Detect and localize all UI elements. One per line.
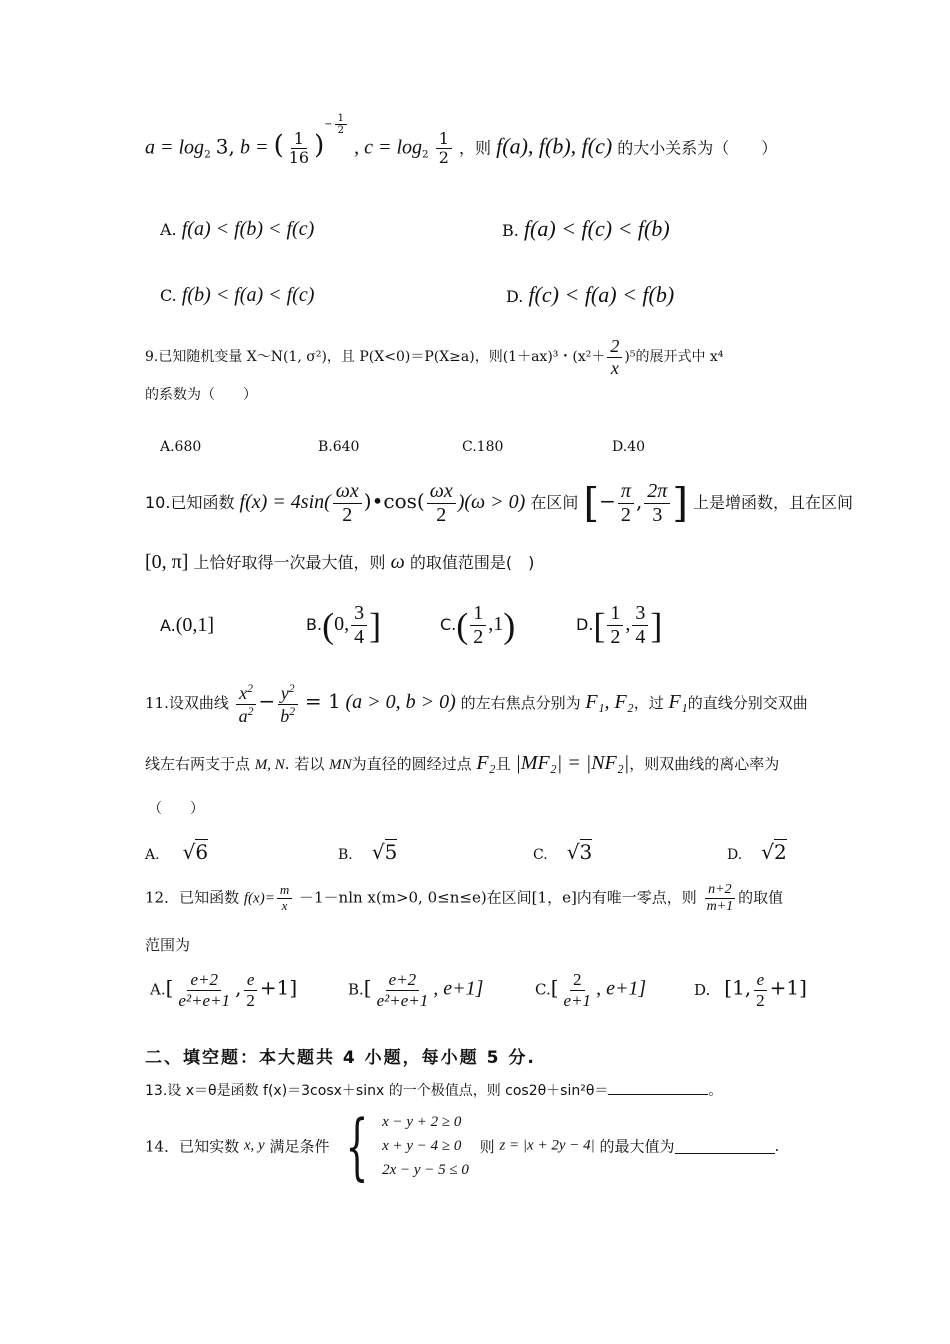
q11-frac-y: $\frac{y^2}{b^2}$ bbox=[277, 682, 298, 726]
option-radicand: 5 bbox=[384, 840, 398, 864]
q14-text1: 满足条件 bbox=[269, 1137, 330, 1156]
q11-foci: F₁, F₂ bbox=[585, 691, 634, 714]
option-tail: +1] bbox=[769, 975, 807, 1000]
option-radicand: 3 bbox=[579, 840, 593, 864]
q10-option-b[interactable]: B.(0, $\frac{3}{4}$ ] bbox=[306, 602, 382, 648]
q8-option-c[interactable] bbox=[160, 284, 314, 307]
q8-c-frac: $\frac{1}{2}$ bbox=[436, 130, 452, 168]
q11-line2d: 且 bbox=[495, 755, 511, 773]
option-frac2: $\frac{e}{2}$ bbox=[243, 970, 258, 1010]
q14-expr: z = |x + 2y − 4| bbox=[499, 1137, 595, 1154]
q8-b-frac: $\frac{1}{16}$ bbox=[288, 129, 310, 168]
q12-stem-line2: 范围为 bbox=[145, 936, 191, 954]
q10-text-after: 上是增函数，且在区间 bbox=[693, 493, 854, 512]
option-radicand: 2 bbox=[774, 840, 787, 864]
q12-frac-mx: $\frac{m}{x}$ bbox=[277, 883, 292, 914]
option-expr: (0,1] bbox=[175, 614, 215, 636]
q10-line2-end: 的取值范围是( ) bbox=[409, 553, 535, 572]
q13-answer-blank[interactable] bbox=[608, 1080, 708, 1095]
q11-line2e: ，则双曲线的离心率为 bbox=[629, 755, 780, 773]
q11-stem-line3: （ ） bbox=[148, 801, 204, 817]
option-label: A. bbox=[145, 847, 160, 863]
q11-text2: ，过 bbox=[633, 694, 664, 713]
q8-fvals: f(a), f(b), f(c) bbox=[496, 133, 613, 159]
q9-option-c[interactable]: C.180 bbox=[462, 439, 504, 455]
q14-answer-blank[interactable] bbox=[675, 1138, 775, 1154]
option-label: D. bbox=[727, 847, 743, 863]
q14-constraint-system: { x − y + 2 ≥ 0 x + y − 4 ≥ 0 2x − y − 5 ≤ 0 bbox=[345, 1104, 469, 1188]
q14-constraint-3: 2x − y − 5 ≤ 0 bbox=[382, 1162, 469, 1178]
q8-stem: $a = \log_2 3$, b = ( $\frac{1}{16}$ )$^{- \frac{1}{2}}$ , $c = \log_2$ $\frac{1}{2}$ ，则 f(a), f(b), f(c) 的大小关系为（ ） bbox=[145, 112, 778, 168]
q14-vars: x, y bbox=[243, 1137, 265, 1154]
q14-text2: 则 bbox=[479, 1137, 495, 1156]
option-label: D. bbox=[506, 287, 524, 306]
option-frac: $\frac{1}{2}$ bbox=[470, 602, 486, 649]
option-label: D. bbox=[694, 980, 711, 999]
q10-omega: ω bbox=[390, 551, 405, 573]
option-label: B. bbox=[502, 221, 519, 240]
q8-question: 的大小关系为（ ） bbox=[617, 138, 778, 158]
q10-option-c[interactable]: C.( $\frac{1}{2}$ ,1) bbox=[440, 602, 516, 648]
q12-stem-line1 bbox=[145, 882, 783, 915]
q11-mn2: MN bbox=[329, 757, 352, 773]
q10-option-d[interactable]: D.[ $\frac{1}{2}$ , $\frac{3}{4}$ ] bbox=[576, 602, 663, 648]
q14-text3: 的最大值为 bbox=[599, 1137, 675, 1156]
q12-ratio: $\frac{n+2}{m+1}$ bbox=[706, 882, 734, 915]
q10-int-frac2: $\frac{2\pi}{3}$ bbox=[644, 480, 670, 527]
q11-mn: M, N bbox=[254, 757, 285, 773]
q9-stem-line1 bbox=[145, 336, 723, 378]
q12-fx: f(x)= bbox=[243, 890, 275, 907]
q10-mid: )•cos( bbox=[363, 489, 425, 513]
q9-text1: 9.已知随机变量 X～N(1, σ²)，且 P(X<0)＝P(X≥a)，则(1＋ax)³・(x²＋ bbox=[145, 349, 606, 366]
q12-option-b[interactable]: B.[ $\frac{e+2}{\text{e²+e+1}}$ , e+1] bbox=[348, 970, 484, 1010]
option-frac2: $\frac{3}{4}$ bbox=[632, 602, 648, 649]
option-label: C. bbox=[440, 615, 457, 634]
q8-c-def: , c = log bbox=[354, 136, 423, 159]
option-label: B. bbox=[348, 980, 364, 999]
option-expr: f(c) < f(a) < f(b) bbox=[528, 282, 675, 307]
q11-prefix: 11.设双曲线 bbox=[145, 694, 229, 713]
option-tail: , e+1] bbox=[596, 977, 647, 1000]
q9-frac: $\frac{2}{x}$ bbox=[607, 336, 622, 378]
option-label: C. bbox=[535, 980, 551, 999]
q8-a-arg: 3 bbox=[215, 134, 229, 159]
option-label: C. bbox=[160, 286, 177, 305]
q10-cond: )(ω > 0) bbox=[457, 491, 526, 513]
q10-func: f(x) = 4sin( bbox=[239, 491, 331, 513]
q14-constraint-1: x − y + 2 ≥ 0 bbox=[382, 1114, 462, 1130]
q10-line2-text: 上恰好取得一次最大值，则 bbox=[193, 553, 386, 572]
option-expr: f(a) < f(b) < f(c) bbox=[181, 218, 315, 240]
q10-frac1: $\frac{\omega x}{2}$ bbox=[333, 480, 362, 527]
q9-text2: )⁵的展开式中 x⁴ bbox=[624, 349, 724, 366]
q11-stem-line2 bbox=[145, 752, 779, 775]
q9-option-b[interactable]: B.640 bbox=[318, 439, 360, 455]
q11-option-c[interactable]: C. √3 bbox=[533, 840, 593, 864]
q11-f2: F₂ bbox=[476, 752, 496, 774]
option-label: D. bbox=[576, 615, 594, 634]
q11-line2a: 线左右两支于点 bbox=[145, 755, 251, 773]
q12-text2: 的取值 bbox=[738, 888, 784, 907]
q11-option-d[interactable]: D. √2 bbox=[727, 840, 787, 864]
q12-option-d[interactable] bbox=[694, 970, 807, 1010]
q14-prefix: 14．已知实数 bbox=[145, 1137, 240, 1156]
q11-option-b[interactable]: B. √5 bbox=[338, 840, 398, 864]
q11-eq-tail: = 1 bbox=[304, 689, 341, 714]
q10-int-frac1: $\frac{\pi}{2}$ bbox=[618, 480, 634, 527]
option-label: A. bbox=[160, 616, 176, 635]
q13-stem bbox=[145, 1080, 722, 1100]
q11-f1: F₁ bbox=[668, 691, 688, 714]
q11-text1: 的左右焦点分别为 bbox=[460, 694, 581, 713]
q11-cond: (a > 0, b > 0) bbox=[345, 691, 456, 714]
q11-frac-x: $\frac{x^2}{a^2}$ bbox=[236, 682, 257, 726]
q9-stem-line2 bbox=[145, 384, 257, 404]
q8-b-def: b = bbox=[239, 136, 269, 159]
option-frac: $\frac{2}{e+1}$ bbox=[563, 970, 592, 1010]
option-head: [1, bbox=[724, 975, 752, 1000]
q11-text3: 的直线分别交双曲 bbox=[687, 694, 808, 713]
option-frac: $\frac{3}{4}$ bbox=[351, 602, 367, 649]
q8-c-base: 2 bbox=[422, 148, 429, 161]
q10-prefix: 10.已知函数 bbox=[145, 493, 235, 512]
option-radicand: 6 bbox=[195, 840, 209, 864]
option-label: B. bbox=[306, 615, 323, 634]
option-label: C. bbox=[533, 847, 548, 863]
q8-b-exp: − 1 2 bbox=[324, 119, 349, 130]
option-tail: +1] bbox=[259, 975, 298, 1000]
q11-stem-line1: 11.设双曲线 $\frac{x^2}{a^2}$ − $\frac{y^2}{b^2}$ = 1 (a > 0, b > 0) 的左右焦点分别为 F₁, F₂，过 F₁的直线分别交双曲 bbox=[145, 682, 808, 726]
q11-option-a[interactable]: A. √6 bbox=[145, 840, 209, 864]
q9-option-d[interactable]: D.40 bbox=[612, 439, 645, 455]
q14-stem bbox=[145, 1104, 780, 1188]
q13-text: 13.设 x＝θ是函数 f(x)＝3cosx＋sinx 的一个极值点，则 cos2θ＋sin²θ＝ bbox=[145, 1083, 609, 1099]
q8-tail-text: ，则 bbox=[459, 138, 492, 158]
q11-line2c: 为直径的圆经过点 bbox=[351, 755, 472, 773]
q10-line2-interval: [0, π] bbox=[145, 551, 189, 573]
q8-option-a[interactable] bbox=[160, 218, 314, 241]
option-expr: f(b) < f(a) < f(c) bbox=[181, 284, 315, 306]
q10-option-a[interactable] bbox=[160, 614, 214, 637]
option-frac: $\frac{e}{2}$ bbox=[753, 970, 768, 1010]
q12-option-a[interactable]: A.[ $\frac{e+2}{\text{e²+e+1}}$ , $\frac{e}{2}$ +1] bbox=[150, 970, 298, 1010]
option-expr: f(a) < f(c) < f(b) bbox=[523, 216, 670, 241]
option-label: A. bbox=[150, 980, 166, 999]
option-label: A. bbox=[160, 220, 177, 239]
q8-option-d[interactable] bbox=[506, 282, 674, 308]
q8-option-b[interactable] bbox=[502, 216, 670, 242]
q10-stem-line1: 10.已知函数 f(x) = 4sin( $\frac{\omega x}{2}$ )•cos( $\frac{\omega x}{2}$ )(ω > 0) 在区间 [− $\frac{\pi}{2}$ , $\frac{2\pi}{3}$ ] 上是增函数，且在区间 bbox=[145, 480, 854, 527]
q14-end: . bbox=[774, 1137, 780, 1155]
section-title: 二、填空题：本大题共 4 小题，每小题 5 分. bbox=[145, 1048, 536, 1068]
q11-line2b: . 若以 bbox=[284, 755, 325, 773]
q10-stem-line2 bbox=[145, 550, 534, 574]
option-tail: , e+1] bbox=[433, 977, 484, 1000]
q11-absexpr: |MF₂| = |NF₂| bbox=[515, 752, 630, 774]
q8-a-def: a = log bbox=[145, 136, 205, 159]
q10-text-interval: 在区间 bbox=[530, 493, 579, 512]
option-frac: $\frac{e+2}{\text{e²+e+1}}$ bbox=[376, 970, 429, 1010]
q12-prefix: 12．已知函数 bbox=[145, 888, 240, 907]
q9-text3: 的系数为（ ） bbox=[145, 387, 257, 403]
q10-frac2: $\frac{\omega x}{2}$ bbox=[427, 480, 456, 527]
q12-text1: －1－nln x(m>0, 0≤n≤e)在区间[1，e]内有唯一零点，则 bbox=[298, 888, 697, 907]
option-frac1: $\frac{e+2}{\text{e²+e+1}}$ bbox=[178, 970, 231, 1010]
option-label: B. bbox=[338, 847, 353, 863]
q14-constraint-2: x + y − 4 ≥ 0 bbox=[382, 1138, 462, 1154]
q8-a-base: 2 bbox=[204, 148, 211, 161]
option-frac1: $\frac{1}{2}$ bbox=[607, 602, 623, 649]
q13-end: 。 bbox=[708, 1083, 723, 1099]
q9-option-a[interactable]: A.680 bbox=[160, 439, 202, 455]
q12-option-c[interactable]: C.[ $\frac{2}{e+1}$ , e+1] bbox=[535, 970, 647, 1010]
